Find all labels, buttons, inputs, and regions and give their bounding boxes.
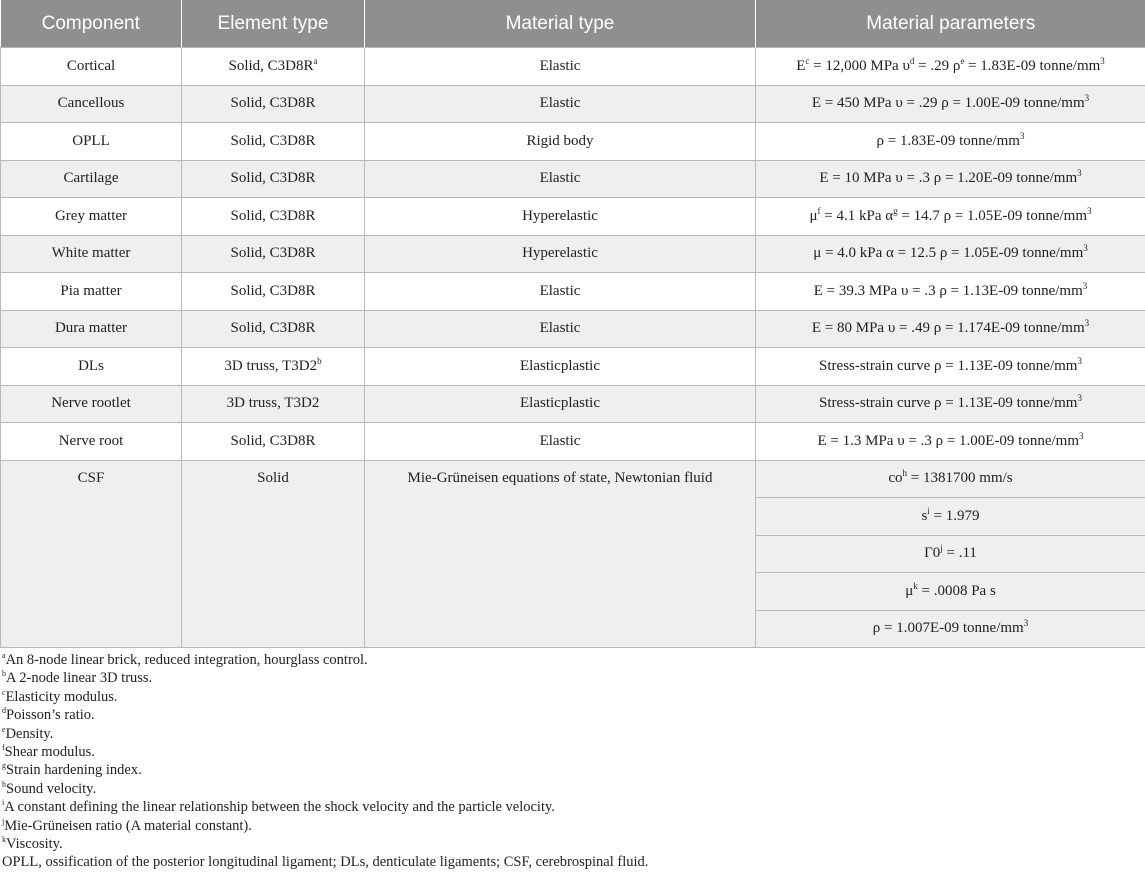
- footnote-mark: 3: [1079, 430, 1084, 441]
- cell-material-parameters: [756, 235, 1145, 273]
- text-run: = 1.979: [929, 507, 980, 524]
- footnote-mark: d: [2, 706, 6, 716]
- footnote-mark: j: [2, 816, 5, 826]
- footnote-mark: k: [2, 835, 6, 845]
- text-run: E = 39.3 MPa υ = .3 ρ = 1.13E-09 tonne/mm: [813, 282, 1083, 299]
- cell-component: Nerve rootlet: [1, 385, 182, 423]
- text-run: = .0008 Pa s: [917, 582, 996, 599]
- footnote-mark: 3: [1084, 93, 1090, 104]
- text-run: Mie-Grüneisen ratio (A material constant).: [4, 817, 252, 834]
- footnote-mark: 3: [1083, 243, 1088, 254]
- text-run: A 2-node linear 3D truss.: [6, 670, 153, 687]
- table-row: [1, 160, 1145, 198]
- cell-material-parameters: [756, 423, 1145, 461]
- text-run: E = 80 MPa υ = .49 ρ = 1.174E-09 tonne/mm: [811, 320, 1085, 337]
- cell-material-type: Elastic: [365, 85, 756, 123]
- footnote-mark: h: [902, 468, 908, 479]
- footnote-mark: g: [893, 205, 898, 216]
- footnote-mark: c: [805, 55, 810, 66]
- col-header-element-type: Element type: [182, 0, 365, 48]
- cell-material-parameters: [756, 460, 1145, 498]
- footnote-mark: b: [2, 669, 6, 679]
- cell-material-parameters: [756, 273, 1145, 311]
- text-run: E: [796, 57, 806, 74]
- text-run: Density.: [5, 725, 54, 742]
- cell-material-type: Elastic: [365, 423, 756, 461]
- cell-material-parameters: [756, 610, 1145, 648]
- cell-component: White matter: [1, 235, 182, 273]
- footnote: [2, 688, 648, 706]
- footnote-mark: 3: [1077, 168, 1082, 179]
- col-header-material-type: Material type: [365, 0, 756, 48]
- cell-material-parameters: [756, 498, 1145, 536]
- table-row: [1, 85, 1145, 123]
- footnote-mark: b: [317, 355, 322, 366]
- cell-component: Cartilage: [1, 160, 182, 198]
- cell-component: Grey matter: [1, 198, 182, 236]
- text-run: Solid, C3D8R: [230, 245, 316, 262]
- cell-element-type: Solid: [182, 460, 365, 648]
- footnote-mark: 3: [1077, 355, 1082, 366]
- footnote-mark: g: [2, 761, 6, 771]
- abbreviations-note: OPLL, ossification of the posterior longitudinal ligament; DLs, denticulate ligaments; CSF, cerebrospinal fluid.: [2, 854, 649, 871]
- table-footnotes: [2, 651, 648, 872]
- text-run: 3D truss, T3D2: [224, 357, 318, 374]
- text-run: Shear modulus.: [4, 744, 95, 761]
- cell-element-type: [182, 198, 365, 236]
- footnote-mark: k: [913, 580, 918, 591]
- text-run: Sound velocity.: [6, 780, 97, 797]
- cell-component: CSF: [1, 460, 182, 648]
- cell-material-type: Hyperelastic: [365, 198, 756, 236]
- cell-material-parameters: [756, 198, 1145, 236]
- cell-material-type: Elastic: [365, 310, 756, 348]
- cell-material-parameters: [756, 48, 1145, 86]
- text-run: Solid, C3D8R: [230, 170, 316, 187]
- footnote: [2, 651, 648, 669]
- text-run: E = 450 MPa υ = .29 ρ = 1.00E-09 tonne/mm: [811, 95, 1085, 112]
- text-run: E = 10 MPa υ = .3 ρ = 1.20E-09 tonne/mm: [819, 170, 1078, 187]
- text-run: Solid, C3D8R: [230, 282, 316, 299]
- col-header-material-parameters: Material parameters: [756, 0, 1145, 48]
- cell-material-type: Elastic: [365, 48, 756, 86]
- cell-material-parameters: [756, 123, 1145, 161]
- footnote-mark: 3: [1019, 130, 1025, 141]
- text-run: = 14.7 ρ = 1.05E-09 tonne/mm: [897, 207, 1087, 224]
- footnote-mark: i: [927, 505, 930, 516]
- text-run: Solid, C3D8R: [230, 207, 316, 224]
- text-run: Γ0: [924, 545, 941, 562]
- footnote-mark: 3: [1077, 393, 1082, 404]
- cell-component: OPLL: [1, 123, 182, 161]
- cell-element-type: [182, 48, 365, 86]
- cell-material-parameters: [756, 573, 1145, 611]
- footnote-mark: 3: [1023, 618, 1029, 629]
- footnote: [2, 743, 648, 761]
- text-run: A constant defining the linear relationship between the shock velocity and the particle velocity.: [4, 799, 555, 816]
- cell-element-type: [182, 85, 365, 123]
- cell-material-type: Elasticplastic: [365, 385, 756, 423]
- cell-material-parameters: [756, 348, 1145, 386]
- cell-component: Cortical: [1, 48, 182, 86]
- footnote-mark: a: [2, 651, 6, 661]
- cell-material-type: Elastic: [365, 160, 756, 198]
- footnote: [2, 761, 648, 779]
- text-run: 3D truss, T3D2: [226, 395, 320, 412]
- footnote-mark: c: [2, 687, 6, 697]
- table-row: [1, 348, 1145, 386]
- footnote: [2, 706, 648, 724]
- footnote-mark: j: [940, 543, 943, 554]
- cell-material-type: Rigid body: [365, 123, 756, 161]
- text-run: ρ = 1.007E-09 tonne/mm: [872, 620, 1024, 637]
- footnote-mark: 3: [1082, 280, 1088, 291]
- text-run: Elasticity modulus.: [5, 688, 118, 705]
- cell-element-type: [182, 235, 365, 273]
- footnote: [2, 798, 648, 816]
- text-run: ρ = 1.83E-09 tonne/mm: [876, 132, 1020, 149]
- text-run: Solid, C3D8R: [230, 132, 316, 149]
- table-row: [1, 273, 1145, 311]
- text-run: Solid, C3D8R: [228, 57, 314, 74]
- cell-component: Cancellous: [1, 85, 182, 123]
- text-run: = 4.1 kPa α: [820, 207, 894, 224]
- footnote-mark: h: [2, 780, 6, 790]
- cell-component: Nerve root: [1, 423, 182, 461]
- text-run: E = 1.3 MPa υ = .3 ρ = 1.00E-09 tonne/mm: [817, 432, 1080, 449]
- text-run: Solid, C3D8R: [230, 320, 316, 337]
- text-run: Stress-strain curve ρ = 1.13E-09 tonne/mm: [819, 357, 1078, 374]
- text-run: Poisson’s ratio.: [6, 707, 95, 724]
- cell-element-type: [182, 273, 365, 311]
- text-run: Strain hardening index.: [6, 762, 142, 779]
- table-row: [1, 123, 1145, 161]
- text-run: μ: [905, 582, 914, 599]
- footnote: [2, 725, 648, 743]
- footnote-mark: 3: [1087, 205, 1092, 216]
- text-run: = 12,000 MPa υ: [809, 57, 910, 74]
- text-run: = .29 ρ: [914, 57, 961, 74]
- cell-material-parameters: [756, 160, 1145, 198]
- text-run: = .11: [942, 545, 977, 562]
- text-run: co: [888, 470, 903, 487]
- cell-material-parameters: [756, 535, 1145, 573]
- footnote: [2, 669, 648, 687]
- cell-material-type: Elastic: [365, 273, 756, 311]
- header-row: [1, 0, 1145, 48]
- cell-material-type: Hyperelastic: [365, 235, 756, 273]
- footnote-mark: f: [817, 205, 821, 216]
- footnote-mark: f: [2, 743, 5, 753]
- footnote-mark: 3: [1084, 318, 1090, 329]
- cell-element-type: [182, 123, 365, 161]
- footnote-mark: d: [909, 55, 915, 66]
- text-run: Solid, C3D8R: [230, 95, 316, 112]
- footnote-mark: 3: [1100, 55, 1105, 66]
- cell-element-type: [182, 310, 365, 348]
- cell-element-type: [182, 423, 365, 461]
- text-run: Stress-strain curve ρ = 1.13E-09 tonne/mm: [819, 395, 1078, 412]
- cell-material-parameters: [756, 385, 1145, 423]
- footnote-mark: a: [313, 55, 318, 66]
- text-run: Viscosity.: [6, 836, 63, 853]
- footnote-mark: e: [960, 55, 965, 66]
- cell-material-parameters: [756, 310, 1145, 348]
- footnote-mark: i: [2, 798, 5, 808]
- cell-element-type: [182, 385, 365, 423]
- cell-component: Pia matter: [1, 273, 182, 311]
- cell-component: Dura matter: [1, 310, 182, 348]
- text-run: μ = 4.0 kPa α = 12.5 ρ = 1.05E-09 tonne/mm: [813, 245, 1084, 262]
- col-header-component: Component: [1, 0, 182, 48]
- footnote-mark: e: [2, 724, 6, 734]
- table-row: [1, 198, 1145, 236]
- footnote: [2, 780, 648, 798]
- table-row: [1, 423, 1145, 461]
- cell-element-type: [182, 160, 365, 198]
- text-run: Solid, C3D8R: [230, 432, 316, 449]
- cell-material-type: Mie-Grüneisen equations of state, Newtonian fluid: [365, 460, 756, 648]
- table-row: [1, 460, 1145, 498]
- table-row: [1, 48, 1145, 86]
- text-run: An 8-node linear brick, reduced integration, hourglass control.: [5, 652, 368, 668]
- table-row: [1, 385, 1145, 423]
- text-run: = 1.83E-09 tonne/mm: [964, 57, 1101, 74]
- table-row: [1, 310, 1145, 348]
- footnote: [2, 835, 648, 853]
- cell-material-parameters: [756, 85, 1145, 123]
- cell-material-type: Elasticplastic: [365, 348, 756, 386]
- footnote: [2, 817, 648, 835]
- text-run: s: [921, 507, 928, 524]
- cell-component: DLs: [1, 348, 182, 386]
- table-row: [1, 235, 1145, 273]
- text-run: μ: [809, 207, 818, 224]
- cell-element-type: [182, 348, 365, 386]
- text-run: = 1381700 mm/s: [907, 470, 1013, 487]
